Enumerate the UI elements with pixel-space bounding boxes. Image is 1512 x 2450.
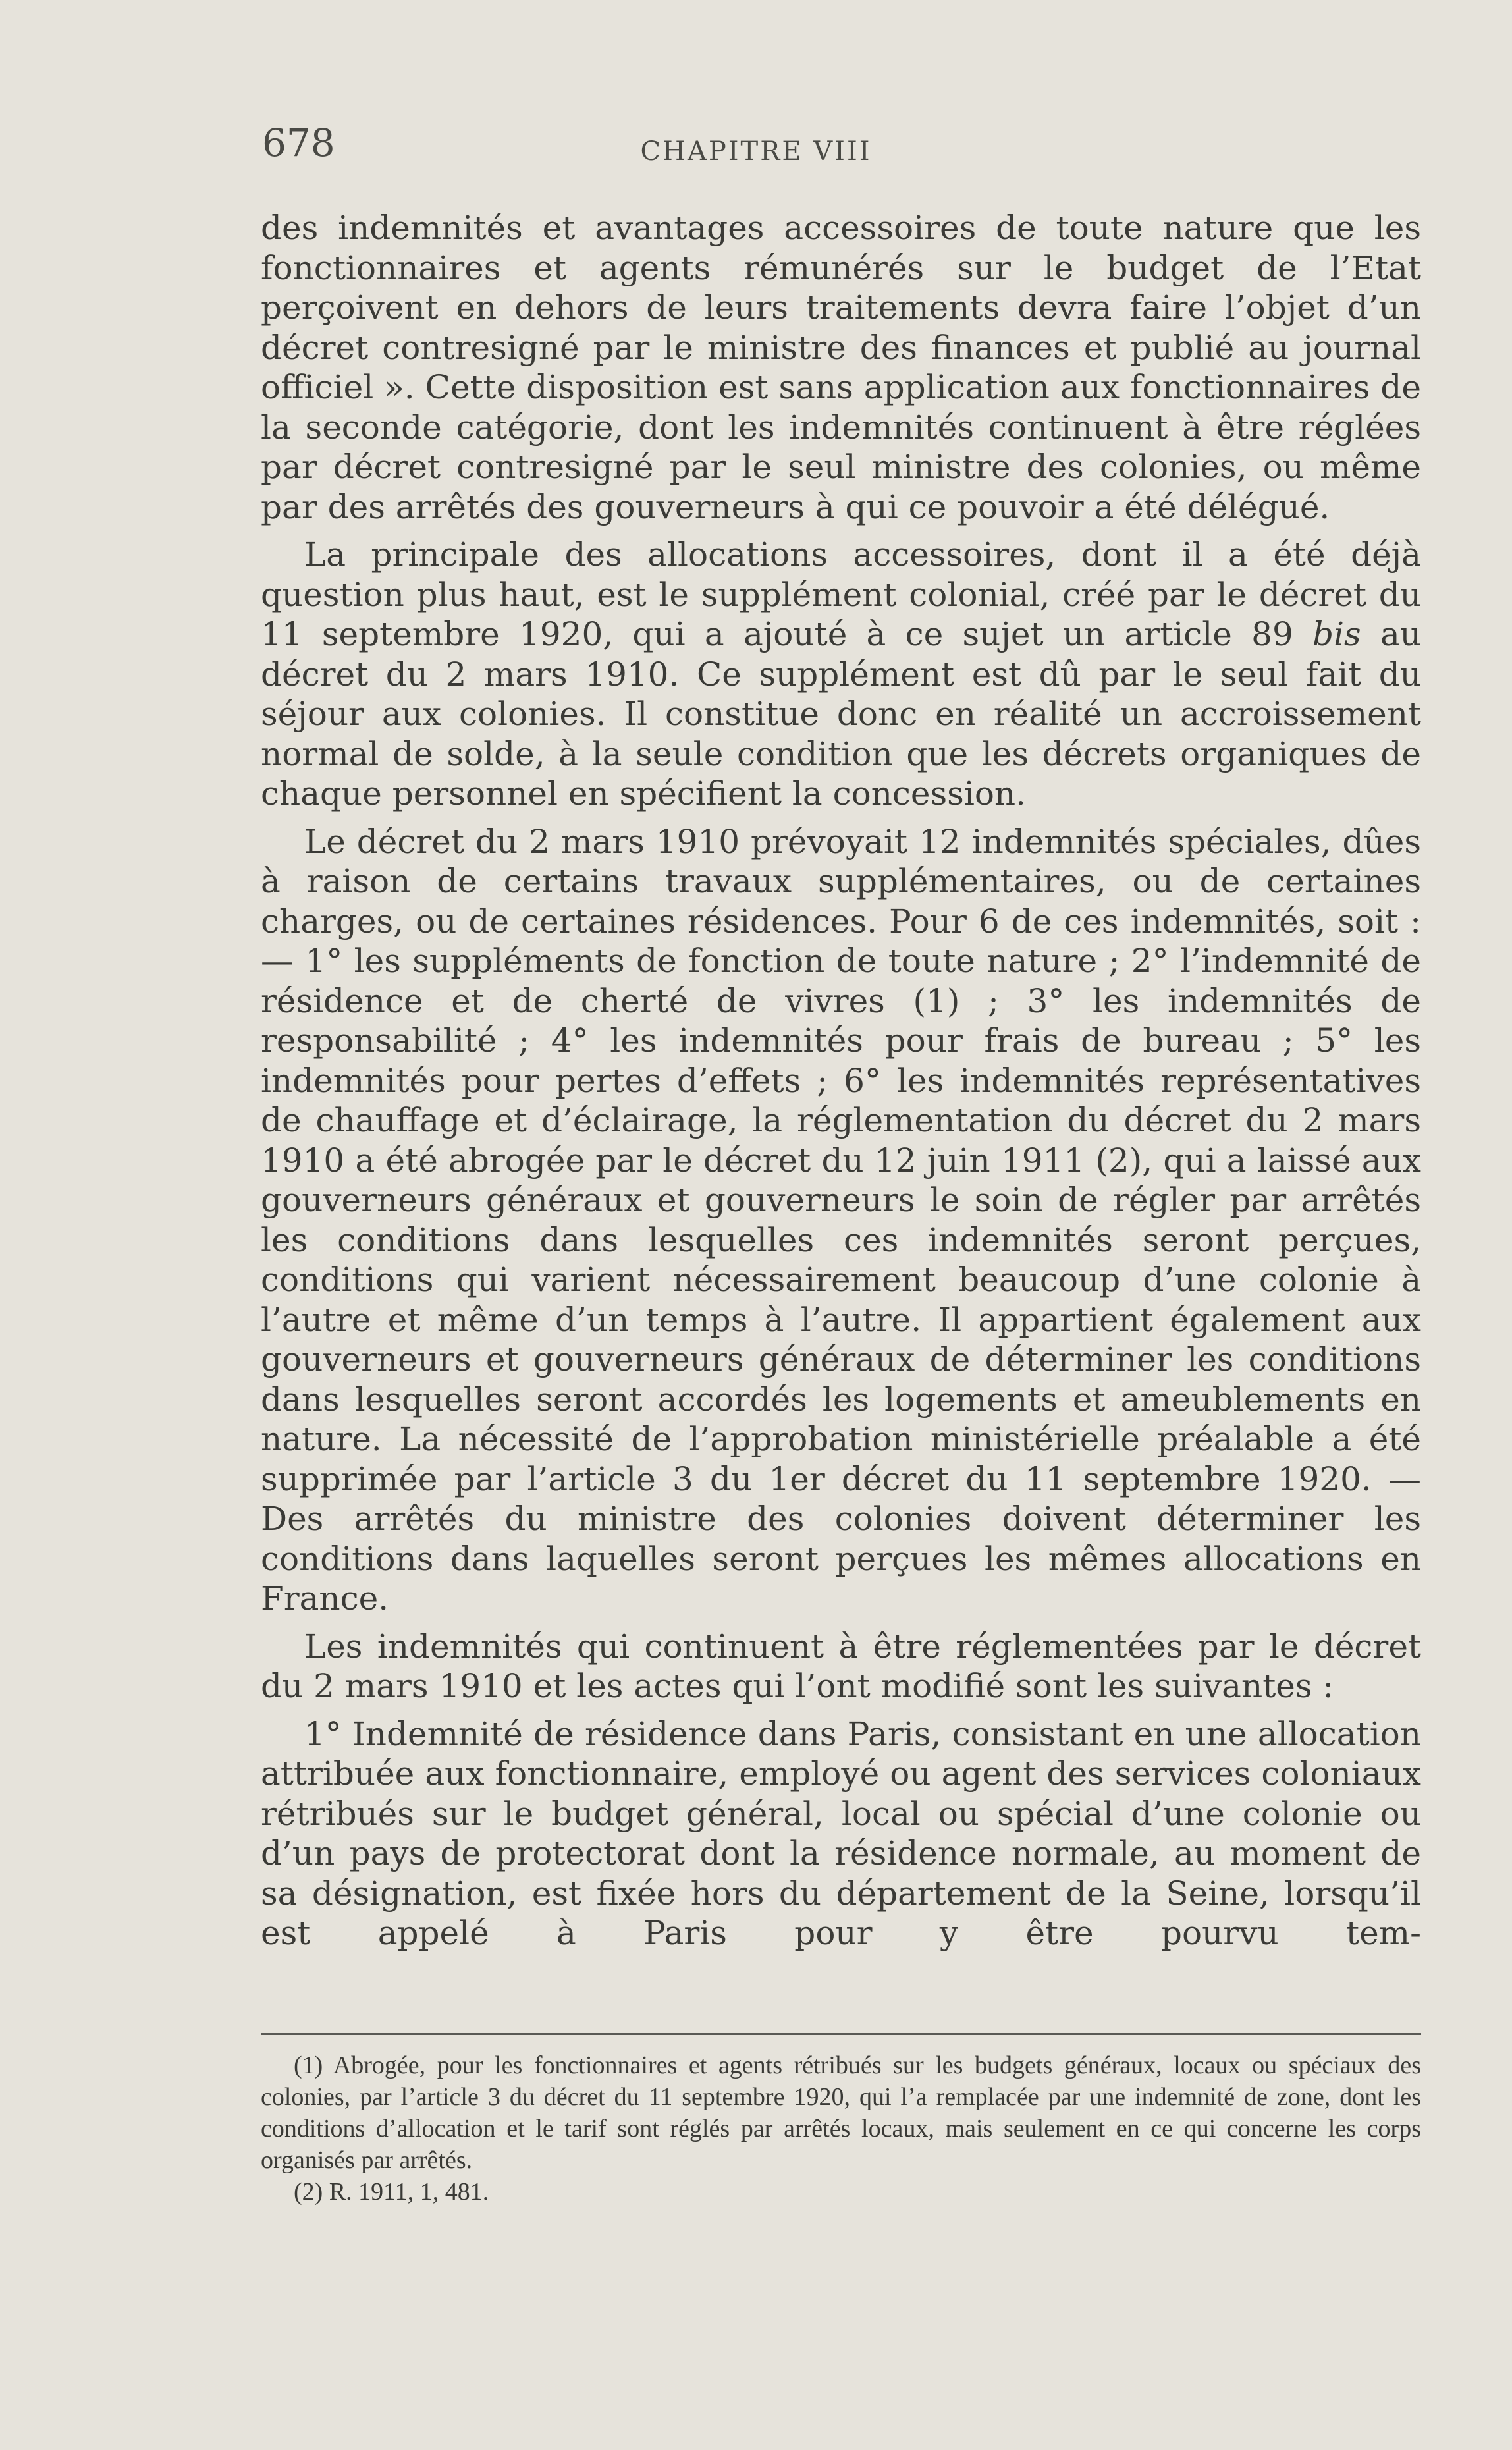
- paragraph-2: [261, 535, 1421, 814]
- running-head: CHAPITRE VIII: [640, 136, 872, 167]
- paragraph-2-part-b: au décret du 2 mars 1910. Ce supplément est dû par le seul fait du séjour aux colonies. Il constitue donc en réalité un accroissement normal de solde, à la seule condition que les décrets organiques de chaque personnel en spécifient la concession.: [261, 615, 1422, 813]
- paragraph-2-part-a: La principale des allocations accessoires, dont il a été déjà question plus haut, est le supplément colonial, créé par le décret du 11 septembre 1920, qui a ajouté à ce sujet un article 89: [261, 535, 1421, 653]
- paragraph-5: 1° Indemnité de résidence dans Paris, consistant en une allocation attribuée aux fonctionnaire, employé ou agent des services coloniaux rétribués sur le budget général, local ou spécial d’une colonie ou d’un pays de protectorat dont la résidence normale, au moment de sa désignation, est fixée hors du département de la Seine, lorsqu’il est appelé à Paris pour y être pourvu tem-: [261, 1714, 1421, 1952]
- paragraph-2-bis: bis: [1312, 615, 1361, 653]
- footnote-1: (1) Abrogée, pour les fonctionnaires et agents rétribués sur les budgets généraux, locaux ou spéciaux des colonies, par l’article 3 du décret du 11 septembre 1920, qui l’a remplacée par une indemnité de zone, dont les conditions d’allocation et le tarif sont réglés par arrêtés locaux, mais seulement en ce qui concerne les corps organisés par arrêtés.: [261, 2052, 1421, 2174]
- footnote-rule: [261, 2033, 1421, 2035]
- footnotes: [261, 2050, 1421, 2208]
- paragraph-4: Les indemnités qui continuent à être réglementées par le décret du 2 mars 1910 et les actes qui l’ont modifié sont les suivantes :: [261, 1627, 1421, 1705]
- paragraph-1: des indemnités et avantages accessoires de toute nature que les fonctionnaires et agents rémunérés sur le budget de l’Etat perçoivent en dehors de leurs traitements devra faire l’objet d’un décret contresigné par le ministre des finances et publié au journal officiel ». Cette disposition est sans application aux fonctionnaires de la seconde catégorie, dont les indemnités continuent à être réglées par décret contresigné par le seul ministre des colonies, ou même par des arrêtés des gouverneurs à qui ce pouvoir a été délégué.: [261, 209, 1421, 526]
- paragraph-3: Le décret du 2 mars 1910 prévoyait 12 indemnités spéciales, dûes à raison de certains travaux supplémentaires, ou de certaines charges, ou de certaines résidences. Pour 6 de ces indemnités, soit : — 1° les suppléments de fonction de toute nature ; 2° l’indemnité de résidence et de cherté de vivres (1) ; 3° les indemnités de responsabilité ; 4° les indemnités pour frais de bureau ; 5° les indemnités pour pertes d’effets ; 6° les indemnités représentatives de chauffage et d’éclairage, la réglementation du décret du 2 mars 1910 a été abrogée par le décret du 12 juin 1911 (2), qui a laissé aux gouverneurs généraux et gouverneurs le soin de régler par arrêtés les conditions dans lesquelles ces indemnités seront perçues, conditions qui varient nécessairement beaucoup d’une colonie à l’autre et même d’un temps à l’autre. Il appartient également aux gouverneurs et gouverneurs généraux de déterminer les conditions dans lesquelles seront accordés les logements et ameublements en nature. La nécessité de l’approbation ministérielle préalable a été supprimée par l’article 3 du 1er décret du 11 septembre 1920. — Des arrêtés du ministre des colonies doivent déterminer les conditions dans laquelles seront perçues les mêmes allocations en France.: [261, 822, 1421, 1618]
- body-text: [261, 208, 1421, 1961]
- footnote-2: (2) R. 1911, 1, 481.: [294, 2178, 489, 2206]
- page-number: 678: [262, 121, 335, 165]
